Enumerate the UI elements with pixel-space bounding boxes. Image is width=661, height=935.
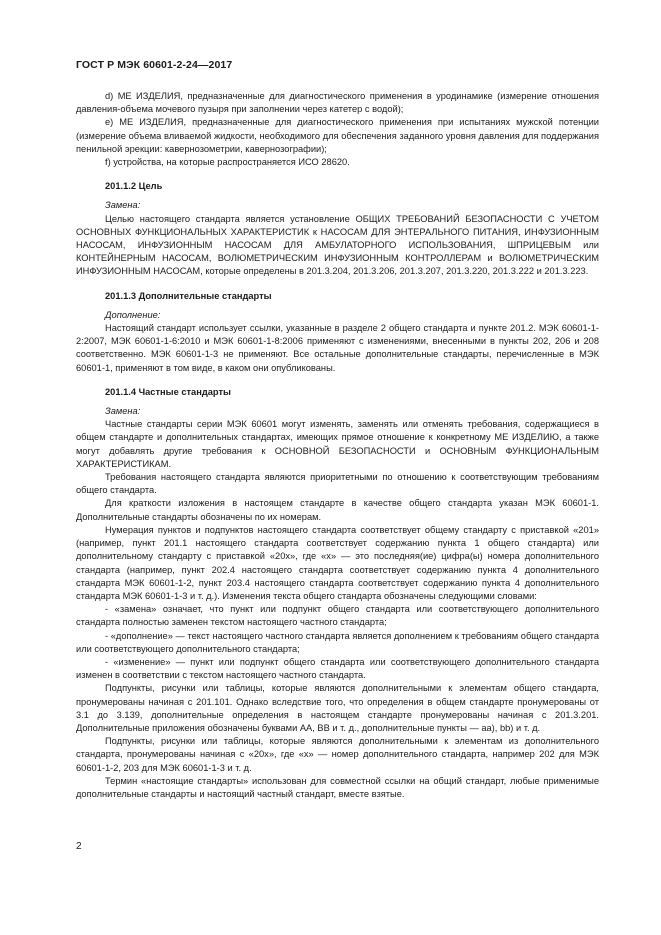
section-list-item: - «замена» означает, что пункт или подпункт общего стандарта или соответствующего дополнительного стандарта полностью заменен текстом настоящего частного стандарта; [76,604,599,628]
section-paragraph: Подпункты, рисунки или таблицы, которые являются дополнительными к элементам общего стандарта, пронумерованы начиная с 201.101. Однако вследствие того, что определения в общем стандарте пронумерованы от 3.1 до 3.139, дополнительные определения в настоящем стандарте пронумерованы начиная с 201.3.201. Дополнительные приложения обозначены буквами АА, ВВ и т. д., дополнительные пункты — аа), bb) и т. д. [76,683,599,733]
section-heading-particular: 201.1.4 Частные стандарты [105,386,231,397]
section-paragraph: Нумерация пунктов и подпунктов настоящего стандарта соответствует общему стандарту с приставкой «201» (например, пункт 201.1 настоящего стандарта соответствует содержанию пункта 1 общего стандарта) или дополнительному стандарту с приставкой «20х», где «х» — это последняя(ие) цифра(ы) номера дополнительного стандарта (например, пункт 202.4 настоящего стандарта соответствует содержанию пункта 4 дополнительного стандарта МЭК 60601-1-2, пункт 203.4 настоящего стандарта соответствует содержанию пункта 4 дополнительного стандарта МЭК 60601-1-3 и т. д.). Изменения текста общего стандарта обозначены следующими словами: [76,524,599,601]
page-number: 2 [76,841,82,852]
section-paragraph: Для краткости изложения в настоящем стандарте в качестве общего стандарта указан МЭК 60601-1. Дополнительные стандарты обозначены по их номерам. [76,498,599,522]
section-label-replacement: Замена: [105,406,141,417]
section-label-addition: Дополнение: [105,309,161,320]
document-body [76,90,599,801]
section-paragraph: Настоящий стандарт использует ссылки, указанные в разделе 2 общего стандарта и пункте 201.2. МЭК 60601-1-2:2007, МЭК 60601-1-6:2010 и МЭК 60601-1-8:2006 применяют с изменениями, внесенными в пункты 202, 206 и 208 соответственно. МЭК 60601-1-3 не применяют. Все остальные дополнительные стандарты, перечисленные в МЭК 60601-1, применяют в том виде, в каком они опубликованы. [76,323,599,373]
page-header: ГОСТ Р МЭК 60601-2-24—2017 [76,59,233,71]
section-paragraph: Термин «настоящие стандарты» использован для совместной ссылки на общий стандарт, любые применимые дополнительные стандарты и настоящий частный стандарт, вместе взятые. [76,775,599,799]
section-label-replacement: Замена: [105,200,141,211]
list-item-e: е) МЕ ИЗДЕЛИЯ, предназначенные для диагностического применения при испытаниях мужской потенции (измерение объема вливаемой жидкости, необходимого для обеспечения заданного уровня давления для поддержания пенильной эрекции: кавернозометрии, кавернозографии); [76,117,599,154]
section-list-item: - «дополнение» — текст настоящего частного стандарта является дополнением к требованиям общего стандарта или соответствующего дополнительного стандарта; [76,630,599,654]
section-heading-collateral: 201.1.3 Дополнительные стандарты [105,290,272,301]
section-heading-purpose: 201.1.2 Цель [105,181,163,192]
section-paragraph: Частные стандарты серии МЭК 60601 могут изменять, заменять или отменять требования, содержащиеся в общем стандарте и дополнительных стандартах, имеющих прямое отношение к конкретному МЕ ИЗДЕЛИЮ, а также могут добавлять другие требования к ОСНОВНОЙ БЕЗОПАСНОСТИ и ОСНОВНЫМ ФУНКЦИОНАЛЬНЫМ ХАРАКТЕРИСТИКАМ. [76,419,599,469]
section-list-item: - «изменение» — пункт или подпункт общего стандарта или соответствующего дополнительного стандарта изменен в соответствии с текстом настоящего частного стандарта. [76,656,599,681]
section-paragraph: Целью настоящего стандарта является установление ОБЩИХ ТРЕБОВАНИЙ БЕЗОПАСНОСТИ С УЧЕТОМ ОСНОВНЫХ ФУНКЦИОНАЛЬНЫХ ХАРАКТЕРИСТИК к НАСОСАМ ДЛЯ ЭНТЕРАЛЬНОГО ПИТАНИЯ, ИНФУЗИОННЫМ НАСОСАМ, ИНФУЗИОННЫМ НАСОСАМ ДЛЯ АМБУЛАТОРНОГО ИСПОЛЬЗОВАНИЯ, ШПРИЦЕВЫМ или КОНТЕЙНЕРНЫМ НАСОСАМ, ВОЛЮМЕТРИЧЕСКИМ ИНФУЗИОННЫМ КОНТРОЛЛЕРАМ и ВОЛЮМЕТРИЧЕСКИМ ИНФУЗИОННЫМ НАСОСАМ, которые определены в 201.3.204, 201.3.206, 201.3.207, 201.3.220, 201.3.222 и 201.3.223. [76,213,599,277]
section-paragraph: Подпункты, рисунки или таблицы, которые являются дополнительными к элементам из дополнительного стандарта, пронумерованы начиная с «20х», где «х» — номер дополнительного стандарта, например 202 для МЭК 60601-1-2, 203 для МЭК 60601-1-3 и т. д. [76,736,599,773]
list-item-f: f) устройства, на которые распространяется ИСО 28620. [105,157,350,168]
section-paragraph: Требования настоящего стандарта являются приоритетными по отношению к соответствующим требованиям общего стандарта. [76,472,599,496]
list-item-d: d) МЕ ИЗДЕЛИЯ, предназначенные для диагностического применения в уродинамике (измерение отношения давления-объема мочевого пузыря при заполнении через катетер с водой); [76,91,599,115]
